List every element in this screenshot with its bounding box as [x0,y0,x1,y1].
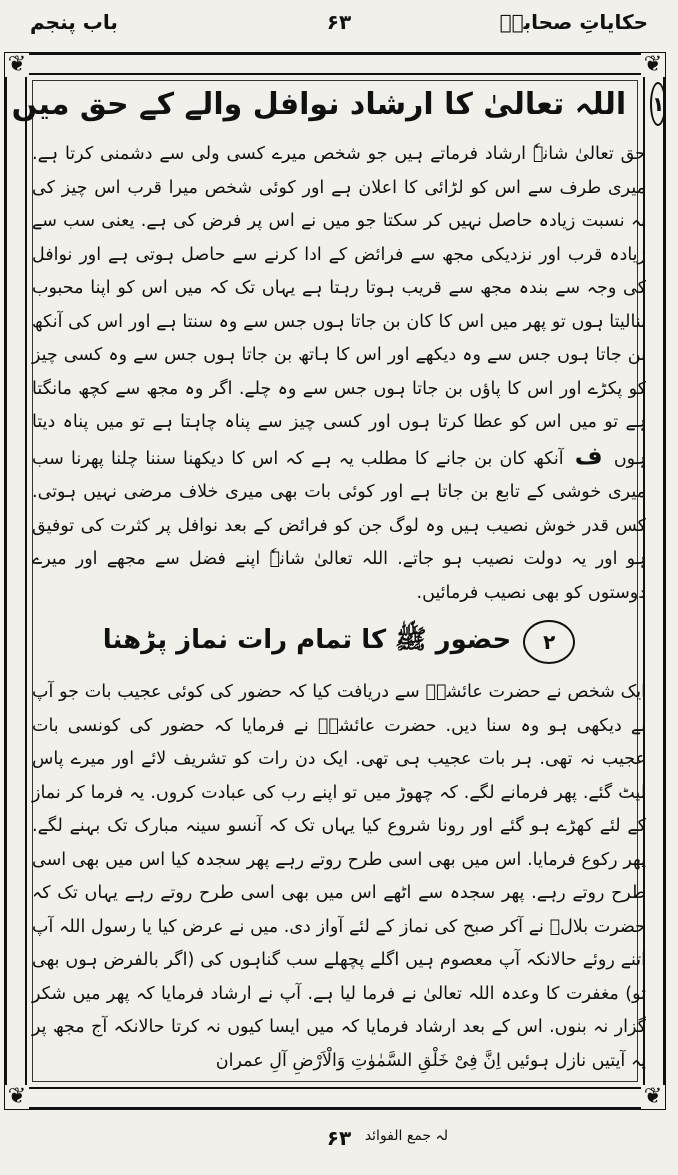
text-line: حضرت بلالؓ نے آکر صبح کی نماز کے لئے آواز دی. میں نے عرض کیا یا رسول اللہ آپ اتنے روئے [32,916,647,970]
page-footer [30,1118,648,1168]
text-line: جو میں نے اس پر فرض کی ہے. یعنی سب سے زیادہ قرب اور نزدیکی مجھ سے فرائض کے ادا کرنے [32,211,646,265]
text-line: میں بھی اسی طرح روتے رہے. پھر سجدہ سے اٹھے اس میں بھی اسی طرح روتے رہے یہاں تک کہ [32,849,646,903]
corner-ornament-icon: ❦ [5,53,29,77]
section-2-number: ۲ [523,620,575,664]
section-1-title: اللہ تعالیٰ کا ارشاد نوافل والے کے حق میں [11,86,627,122]
text-line: سے حاصل ہوتی ہے اور نوافل کی وجہ سے بندہ مجھ سے قریب ہوتا رہتا ہے یہاں تک کہ میں [32,244,646,298]
book-title: حکایاتِ صحابہؓ [499,10,648,34]
text-line: نصیب ہو جاتے. اللہ تعالیٰ شانہٗ اپنے فضل سے مجھے اور میرے دوستوں کو بھی نصیب فرمائیں. [32,549,646,603]
section-2-title: حضور ﷺ کا تمام رات نماز پڑھنا [102,625,512,655]
text-line: ایک شخص نے حضرت عائشہؓ سے دریافت کیا کہ حضور کی کوئی عجیب بات جو آپ نے دیکھی [32,682,646,736]
text-line: جاتا ہوں جس سے وہ دیکھے اور اس کا ہاتھ بن جاتا ہوں جس سے وہ کسی چیز کو پکڑے اور اس کا پاؤں [32,345,646,399]
text-line: ایسا کیوں نہ کرتا حالانکہ آج مجھ پر یہ آیتیں نازل ہوئیں اِنَّ فِیْ خَلْقِ السَّمٰوٰتِ وَالْاَرْضِ آلِ عمران [32,1017,646,1071]
text-line: اس کو اپنا محبوب بنالیتا ہوں تو پھر میں اس کا کان بن جاتا ہوں جس سے وہ سنتا ہے اور اس کی آنکھ بن [32,278,646,365]
section-2-heading [30,620,648,664]
corner-ornament-icon: ❦ [5,1085,29,1109]
page-number-top: ۶۳ [326,10,352,34]
text-line: نے فرما لیا ہے. آپ نے ارشاد فرمایا کہ پھر میں شکر گزار نہ بنوں. اس کے بعد ارشاد فرمایا کہ میں [32,983,647,1037]
running-head [30,10,648,50]
text-line: ایک دن رات کو تشریف لائے اور میرے پاس لیٹ گئے. پھر فرمانے لگے. کہ چھوڑ میں تو [32,749,646,803]
text-line: اس کو لڑائی کا اعلان ہے اور کوئی شخص میرا قرب اس چیز کی بہ نسبت زیادہ حاصل نہیں کر سکتا [32,177,646,231]
text-line: سننا چلنا پھرنا سب میری خوشی کے تابع بن جاتا ہے اور کوئی بات بھی میری خلاف مرضی نہیں [32,448,646,502]
text-line: حق تعالیٰ شانہٗ ارشاد فرماتے ہیں جو شخص میرے کسی ولی سے دشمنی کرتا ہے. میری طرف سے [32,144,646,198]
text-line: ہوتی. کس قدر خوش نصیب ہیں وہ لوگ جن کو فرائض کے بعد نوافل پر کثرت کی توفیق ہو اور یہ دولت [32,482,646,569]
page-number-bottom: ۶۳ [326,1126,352,1150]
text-line: آنسو سینہ مبارک تک بہنے لگے. پھر رکوع فرمایا. اس میں بھی اسی طرح روتے رہے پھر سجدہ کیا اس [32,816,646,870]
section-2-body [30,676,648,1078]
section-1-body [30,138,648,610]
text-line: بن جاتا ہوں جس سے وہ چلے. اگر وہ مجھ سے کچھ مانگتا ہے تو میں اس کو عطا کرتا ہوں اور کسی چیز سے [32,378,646,432]
section-1-number: ۱ [650,82,666,126]
page-content [11,72,665,1102]
corner-ornament-icon: ❦ [641,53,665,77]
footnote-marker: ف [574,441,603,470]
corner-ornament-icon: ❦ [641,1085,665,1109]
text-line: اپنے رب کی عبادت کروں. یہ فرما کر نماز کے لئے کھڑے ہو گئے اور رونا شروع کیا یہاں تک کہ [32,782,646,836]
text-line: پناہ چاہتا ہے تو میں پناہ دیتا ہوں [32,412,646,469]
text-line: ہو وہ سنا دیں. حضرت عائشہؓ نے فرمایا کہ حضور کی کونسی بات عجیب نہ تھی. ہر بات عجیب ہی تھی. [32,715,646,769]
chapter-label: باب پنجم [30,10,118,34]
text-line: حالانکہ آپ معصوم ہیں اگلے پچھلے سب گناہوں کی (اگر بالفرض ہوں بھی تو) مغفرت کا وعدہ اللہ تعالیٰ [32,950,646,1004]
footnote-source: لہ جمع الفوائد [364,1128,448,1144]
footnote-inline-text: آنکھ کان بن جانے کا مطلب یہ ہے کہ اس کا دیکھنا [183,448,564,469]
section-1-heading [11,82,665,126]
